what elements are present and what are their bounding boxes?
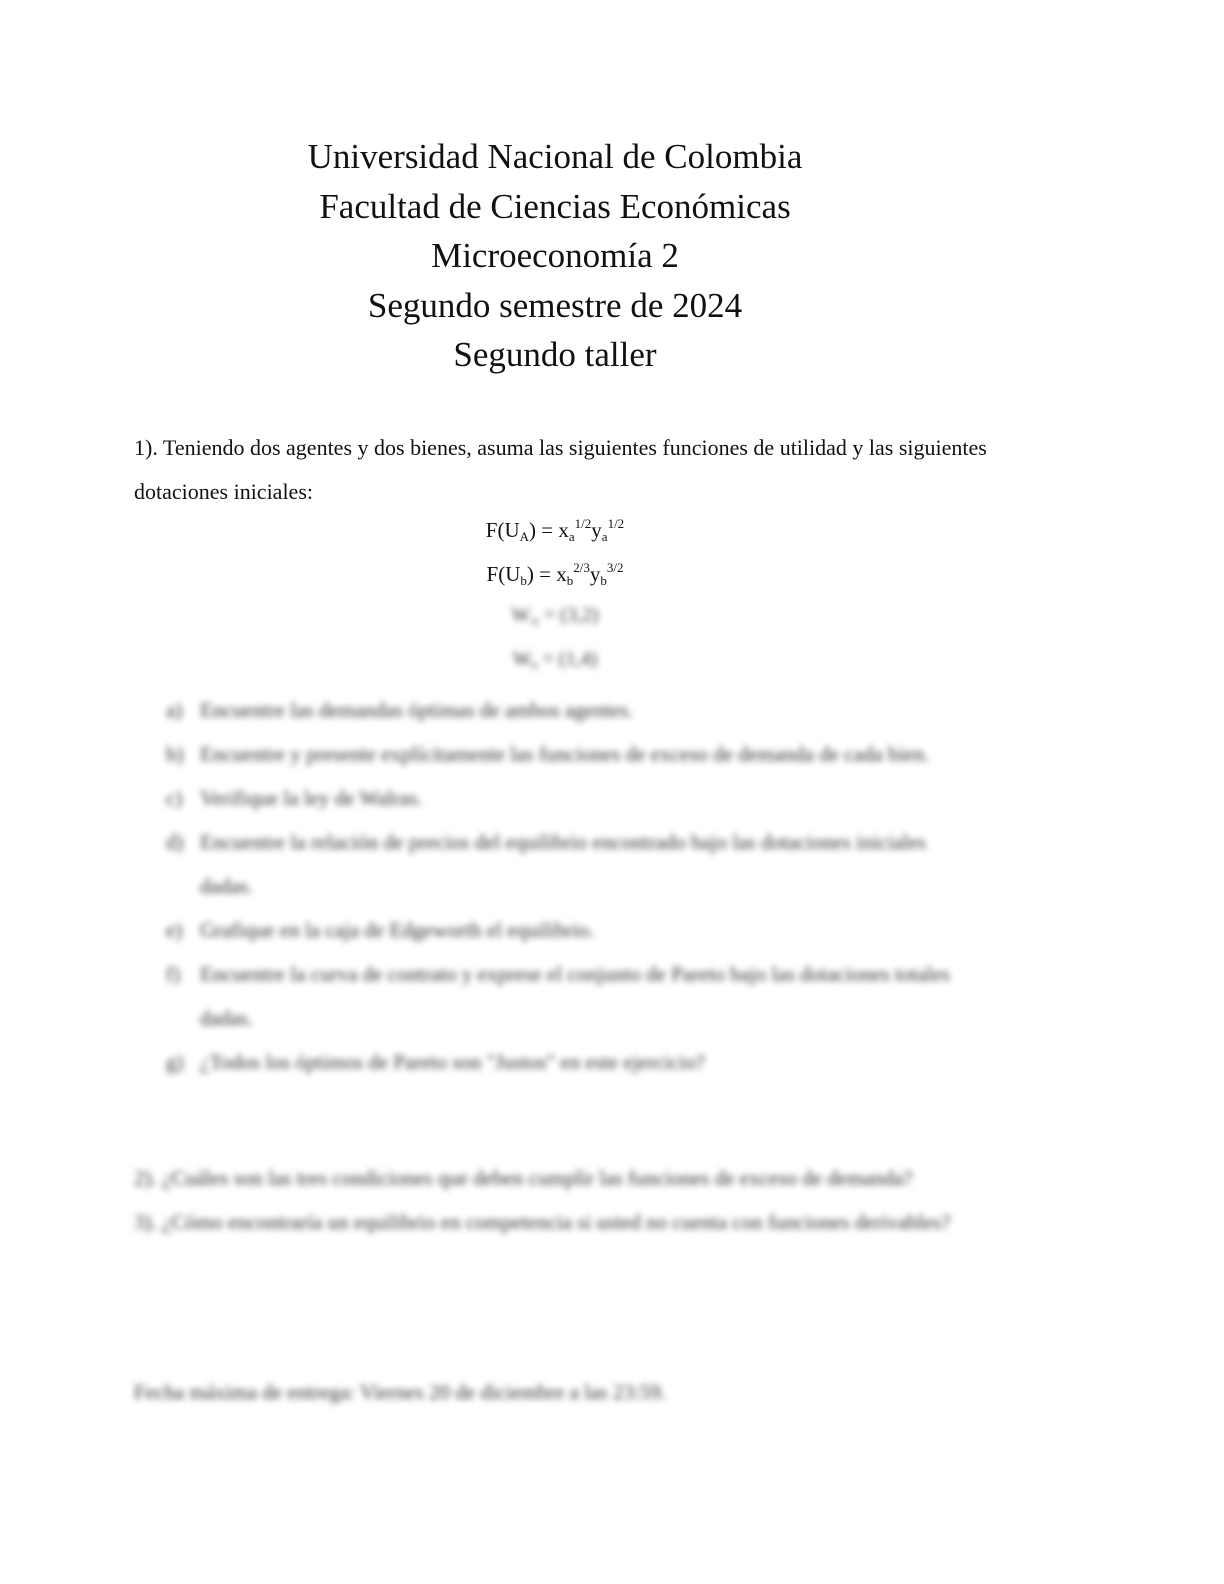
- faculty-name: Facultad de Ciencias Económicas: [319, 186, 791, 226]
- formula-exponent: 2/3: [573, 560, 590, 575]
- course-name: Microeconomía 2: [431, 236, 679, 275]
- endowment-subscript: b: [531, 658, 538, 672]
- formula-exponent: 1/2: [607, 516, 625, 531]
- formula-exponent: 1/2: [574, 516, 592, 531]
- additional-questions: [134, 1156, 964, 1244]
- deadline-text: Fecha máxima de entrega: Viernes 20 de diciembre a las 23:59.: [134, 1380, 666, 1404]
- list-item-label: d): [166, 830, 184, 854]
- formula-text: y: [589, 562, 601, 586]
- endowment-b: [0, 648, 1110, 673]
- formula-text: y: [591, 518, 602, 542]
- formula-exponent: 3/2: [606, 560, 624, 575]
- endowment-subscript: A: [530, 614, 539, 628]
- list-item-label: c): [166, 786, 183, 810]
- utility-function-a: [0, 516, 1110, 545]
- list-item-text: Encuentre las demandas óptimas de ambos agentes.: [200, 698, 634, 722]
- list-item: [164, 1040, 984, 1084]
- assignment-title: Segundo taller: [453, 335, 657, 374]
- question-3: 3). ¿Cómo encontraría un equilibrio en competencia si usted no cuenta con funciones derivables?: [134, 1210, 951, 1234]
- formula-text: ) = x: [526, 562, 567, 586]
- list-item-text: ¿Todos los óptimos de Pareto son "Justos" en este ejercicio?: [200, 1050, 705, 1074]
- list-item: [164, 688, 984, 732]
- endowment-a: [0, 604, 1110, 629]
- endowment-symbol: W: [512, 648, 532, 670]
- semester: Segundo semestre de 2024: [367, 285, 743, 325]
- document-header: [0, 132, 1110, 380]
- formula-subscript: A: [519, 529, 530, 544]
- list-item: [164, 776, 984, 820]
- list-item-text: Encuentre la relación de precios del equilibrio encontrado bajo las dotaciones iniciales dadas.: [200, 830, 926, 898]
- formula-subscript: a: [568, 529, 575, 544]
- endowment-value: = (3,2): [538, 604, 599, 626]
- question-2: 2). ¿Cuáles son las tres condiciones que deben cumplir las funciones de exceso de demanda?: [134, 1166, 913, 1190]
- endowment-value: = (1,4): [537, 648, 598, 670]
- formula-text: F(U: [486, 562, 521, 586]
- list-item-text: Encuentre y presente explícitamente las funciones de exceso de demanda de cada bien.: [200, 742, 930, 766]
- university-name: Universidad Nacional de Colombia: [307, 137, 803, 176]
- list-item-text: Grafique en la caja de Edgeworth el equilibrio.: [200, 918, 595, 942]
- list-item-text: Encuentre la curva de contrato y exprese el conjunto de Pareto bajo las dotaciones totales dadas.: [200, 962, 950, 1030]
- problem-1-intro: 1). Teniendo dos agentes y dos bienes, asuma las siguientes funciones de utilidad y las siguientes dotaciones iniciales:: [134, 435, 987, 504]
- formula-subscript: a: [601, 529, 608, 544]
- endowment-symbol: W: [511, 604, 531, 626]
- formula-text: F(U: [485, 518, 520, 542]
- list-item-label: g): [166, 1050, 184, 1074]
- formula-subscript: b: [600, 573, 607, 588]
- formula-subscript: b: [520, 573, 527, 588]
- problem-1-subquestions: [164, 688, 984, 1084]
- formula-subscript: b: [566, 573, 574, 588]
- list-item-label: a): [166, 698, 183, 722]
- list-item-text: Verifique la ley de Walras.: [200, 786, 423, 810]
- list-item: [164, 908, 984, 952]
- list-item: [164, 820, 984, 908]
- utility-function-b: [0, 560, 1110, 589]
- list-item: [164, 732, 984, 776]
- list-item-label: e): [166, 918, 183, 942]
- list-item: [164, 952, 984, 1040]
- formula-text: ) = x: [529, 518, 569, 542]
- list-item-label: b): [166, 742, 184, 766]
- list-item-label: f): [166, 962, 180, 986]
